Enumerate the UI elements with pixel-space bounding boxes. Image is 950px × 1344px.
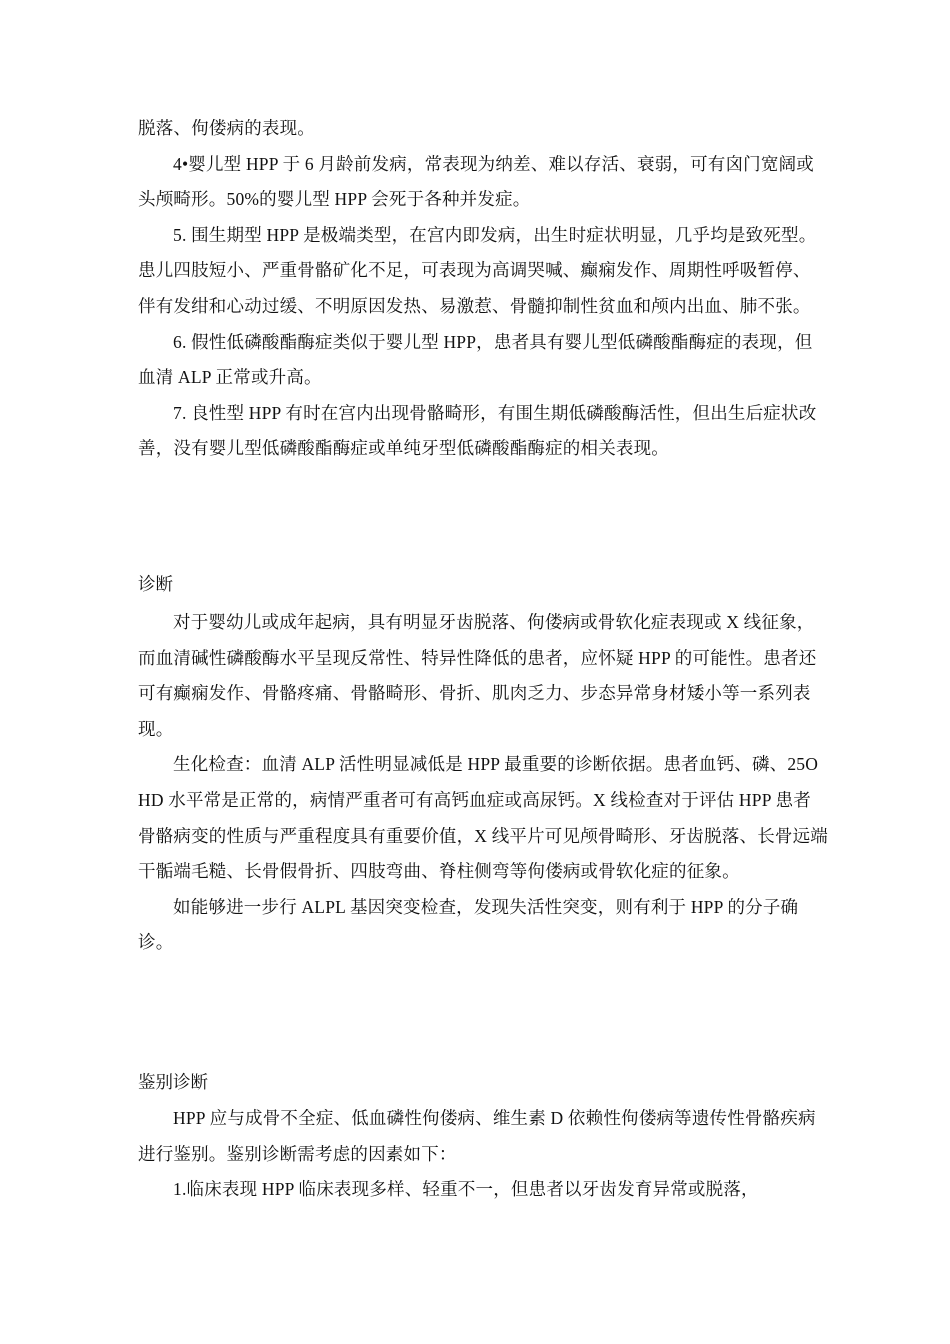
heading-diagnosis: 诊断: [138, 574, 173, 594]
section-differential-diagnosis: [138, 1101, 828, 1208]
section-diagnosis: [138, 605, 828, 961]
paragraph-continuation: 脱落、佝偻病的表现。: [138, 118, 315, 138]
paragraph-benign-type: 7. 良性型 HPP 有时在宫内出现骨骼畸形，有围生期低磷酸酶活性，但出生后症状改善，没有婴儿型低磷酸酯酶症或单纯牙型低磷酸酯酶症的相关表现。: [138, 402, 817, 459]
paragraph-perinatal-type: 5. 围生期型 HPP 是极端类型，在宫内即发病，出生时症状明显，几乎均是致死型。患儿四肢短小、严重骨骼矿化不足，可表现为高调哭喊、癫痫发作、周期性呼吸暂停、伴有发绀和心动过缓、不明原因发热、易激惹、骨髓抑制性贫血和颅内出血、肺不张。: [138, 224, 817, 316]
paragraph-differential-intro: HPP 应与成骨不全症、低血磷性佝偻病、维生素 D 依赖性佝偻病等遗传性骨骼疾病进行鉴别。鉴别诊断需考虑的因素如下：: [138, 1108, 816, 1164]
paragraph-biochemical-tests: 生化检查：血清 ALP 活性明显减低是 HPP 最重要的诊断依据。患者血钙、磷、25OHD 水平常是正常的，病情严重者可有高钙血症或高尿钙。X 线检查对于评估 HPP 患者骨骼病变的性质与严重程度具有重要价值，X 线平片可见颅骨畸形、牙齿脱落、长骨远端干骺端毛糙、长骨假骨折、四肢弯曲、脊柱侧弯等佝偻病或骨软化症的征象。: [138, 754, 829, 882]
paragraph-infantile-type: 4•婴儿型 HPP 于 6 月龄前发病，常表现为纳差、难以存活、衰弱，可有囟门宽阔或头颅畸形。50%的婴儿型 HPP 会死于各种并发症。: [138, 153, 814, 210]
paragraph-genetic-testing: 如能够进一步行 ALPL 基因突变检查，发现失活性突变，则有利于 HPP 的分子确诊。: [138, 896, 799, 953]
heading-differential-diagnosis: 鉴别诊断: [138, 1072, 208, 1092]
section-clinical-types: [138, 111, 828, 467]
paragraph-diagnosis-suspicion: 对于婴幼儿或成年起病，具有明显牙齿脱落、佝偻病或骨软化症表现或 X 线征象，而血清碱性磷酸酶水平呈现反常性、特异性降低的患者，应怀疑 HPP 的可能性。患者还可有癫痫发作、骨骼疼痛、骨骼畸形、骨折、肌肉乏力、步态异常身材矮小等一系列表现。: [138, 612, 817, 739]
paragraph-clinical-manifestation: 1.临床表现 HPP 临床表现多样、轻重不一，但患者以牙齿发育异常或脱落，: [173, 1179, 759, 1200]
paragraph-pseudo-type: 6. 假性低磷酸酯酶症类似于婴儿型 HPP，患者具有婴儿型低磷酸酯酶症的表现，但血清 ALP 正常或升高。: [138, 331, 813, 388]
